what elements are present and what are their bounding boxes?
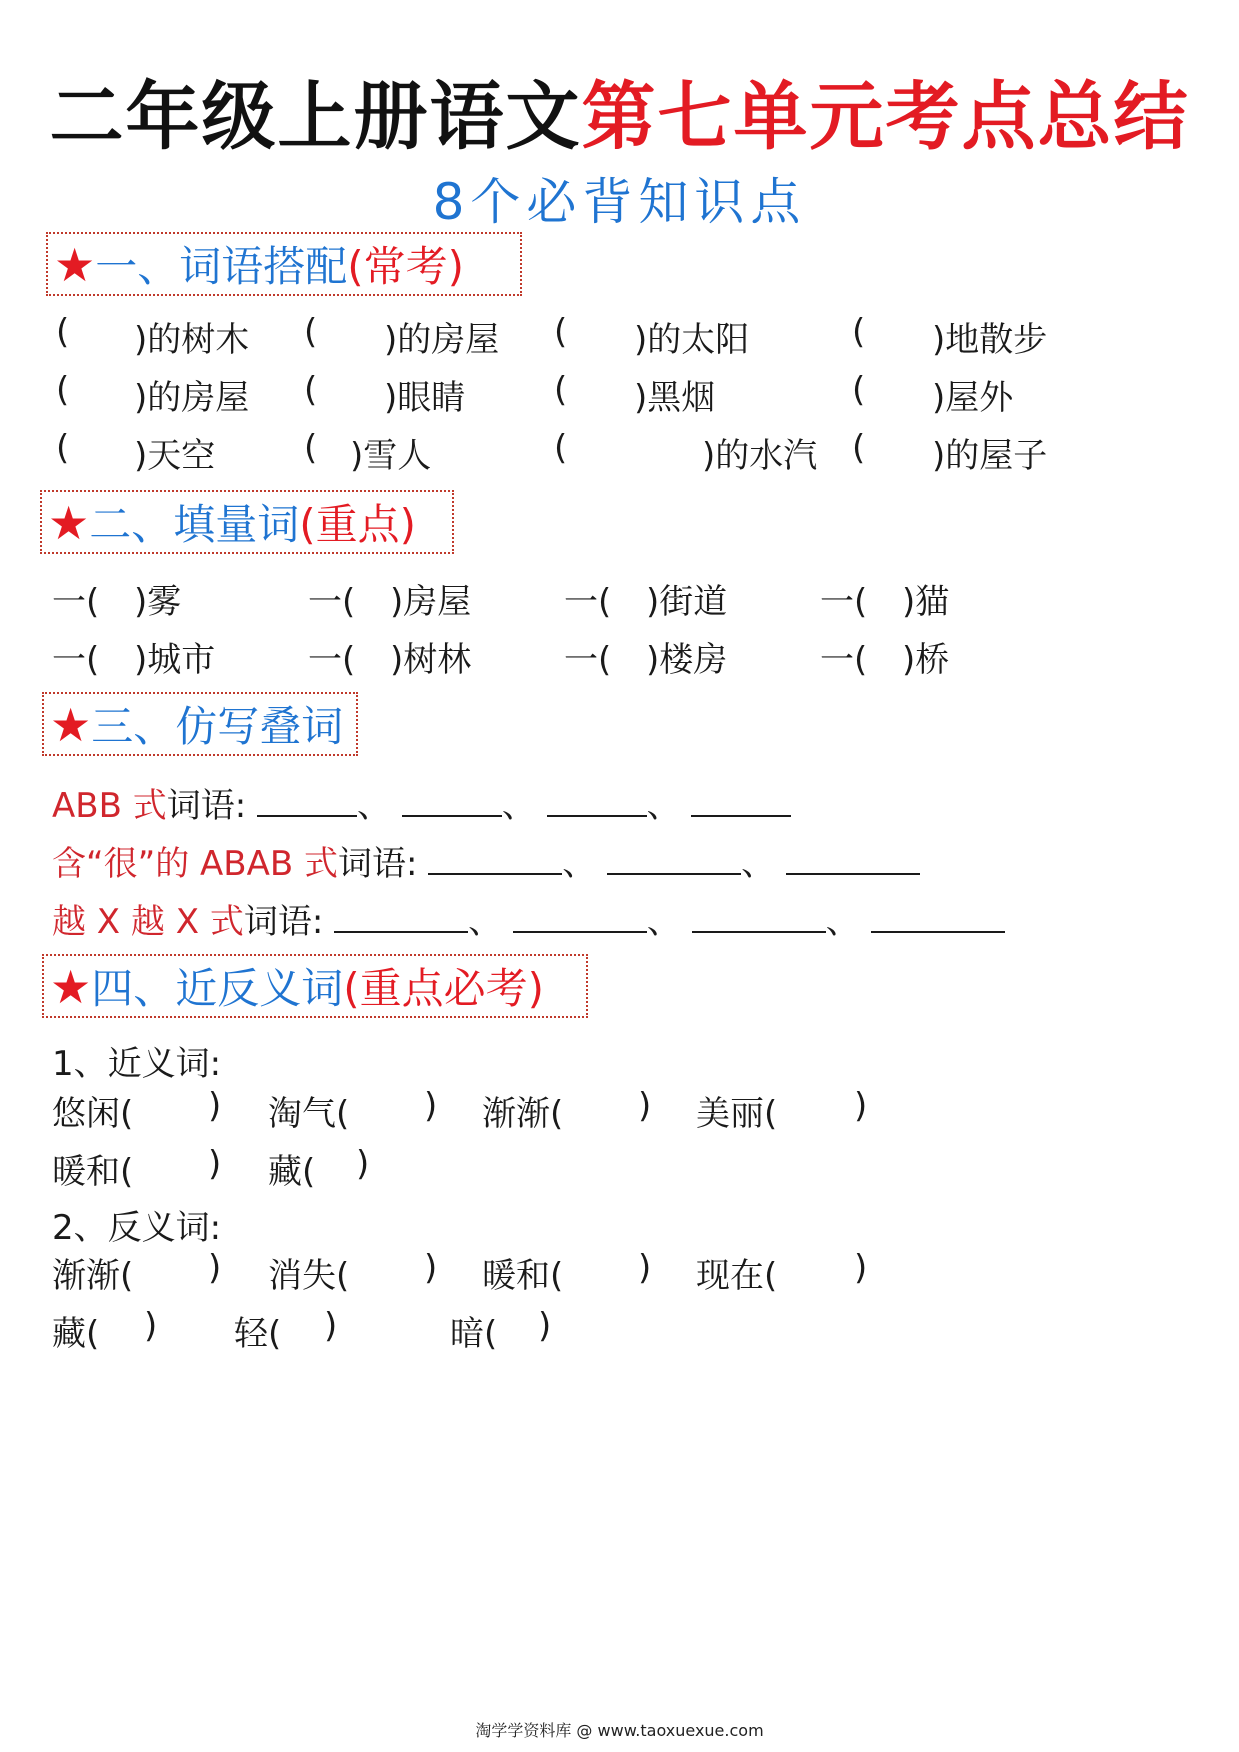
answer-blank[interactable] [428, 847, 562, 875]
section-3-header [42, 692, 358, 756]
list-item: 暖和( [482, 1256, 564, 1296]
list-item: ) [144, 1306, 158, 1346]
list-item: )屋外 [932, 378, 1014, 418]
list-item: ) [538, 1306, 552, 1346]
list-item: 藏( [268, 1152, 316, 1192]
list-item: ) [424, 1086, 438, 1126]
list-item: )的太阳 [634, 320, 750, 360]
list-item: ) [424, 1248, 438, 1288]
star-icon: ★ [50, 960, 92, 1014]
list-item: ( [852, 428, 866, 468]
title-red-part: 第七单元考点总结 [581, 74, 1190, 160]
list-item: ) [208, 1144, 222, 1184]
list-item: 一( [52, 640, 100, 680]
title-black-part: 二年级上册语文 [49, 74, 582, 160]
section-4-title: 四、近反义词 [91, 964, 344, 1013]
list-item: 藏( [52, 1314, 100, 1354]
list-item: )雾 [134, 582, 182, 622]
star-icon: ★ [54, 238, 96, 292]
list-item: )街道 [646, 582, 728, 622]
section-2-title: 二、填量词 [89, 500, 300, 549]
section-1-header [46, 232, 522, 296]
list-item: ) [854, 1248, 868, 1288]
section-1-tag: (常考) [347, 242, 465, 291]
section-3-title: 三、仿写叠词 [91, 702, 344, 751]
list-item: )楼房 [646, 640, 728, 680]
list-item: ) [208, 1086, 222, 1126]
star-icon: ★ [50, 698, 92, 752]
list-item: ) [638, 1086, 652, 1126]
list-item: ) [324, 1306, 338, 1346]
list-item: )的房屋 [384, 320, 500, 360]
list-item: )猫 [902, 582, 950, 622]
antonyms-heading: 2、反义词: [52, 1208, 222, 1248]
list-item: ( [554, 312, 568, 352]
list-item: )的树木 [134, 320, 250, 360]
answer-blank[interactable] [257, 789, 357, 817]
page-title [0, 58, 1239, 164]
abab-row: 含“很”的 ABAB 式词语: 、 、 [52, 836, 920, 885]
list-item: )房屋 [390, 582, 472, 622]
list-item: 一( [308, 640, 356, 680]
list-item: ( [852, 370, 866, 410]
list-item: ( [304, 428, 318, 468]
list-item: )的屋子 [932, 436, 1048, 476]
list-item: 渐渐( [482, 1094, 564, 1134]
list-item: 淘气( [268, 1094, 350, 1134]
answer-blank[interactable] [691, 789, 791, 817]
list-item: )树林 [390, 640, 472, 680]
list-item: ( [56, 370, 70, 410]
list-item: 暗( [450, 1314, 498, 1354]
list-item: )地散步 [932, 320, 1048, 360]
answer-blank[interactable] [786, 847, 920, 875]
list-item: 一( [820, 640, 868, 680]
list-item: 一( [564, 582, 612, 622]
list-item: )城市 [134, 640, 216, 680]
list-item: 渐渐( [52, 1256, 134, 1296]
list-item: 一( [564, 640, 612, 680]
synonyms-heading: 1、近义词: [52, 1044, 222, 1084]
list-item: ) [638, 1248, 652, 1288]
answer-blank[interactable] [334, 905, 468, 933]
yue-row: 越 X 越 X 式词语: 、 、 、 [52, 894, 1005, 943]
list-item: ) [854, 1086, 868, 1126]
list-item: ) [356, 1144, 370, 1184]
list-item: )的水汽 [702, 436, 818, 476]
list-item: 暖和( [52, 1152, 134, 1192]
section-4-header [42, 954, 588, 1018]
list-item: )的房屋 [134, 378, 250, 418]
page-subtitle: 8个必背知识点 [432, 173, 807, 231]
list-item: 消失( [268, 1256, 350, 1296]
star-icon: ★ [48, 496, 90, 550]
answer-blank[interactable] [871, 905, 1005, 933]
list-item: 一( [820, 582, 868, 622]
list-item: 一( [52, 582, 100, 622]
list-item: )眼睛 [384, 378, 466, 418]
answer-blank[interactable] [547, 789, 647, 817]
list-item: ( [554, 370, 568, 410]
list-item: ( [554, 428, 568, 468]
footer-watermark: 淘学学资料库 @ www.taoxuexue.com [475, 1721, 764, 1740]
list-item: ( [56, 428, 70, 468]
section-2-header [40, 490, 454, 554]
answer-blank[interactable] [607, 847, 741, 875]
answer-blank[interactable] [513, 905, 647, 933]
section-4-tag: (重点必考) [343, 964, 545, 1013]
list-item: 美丽( [696, 1094, 778, 1134]
list-item: )雪人 [350, 436, 432, 476]
list-item: )天空 [134, 436, 216, 476]
answer-blank[interactable] [692, 905, 826, 933]
answer-blank[interactable] [402, 789, 502, 817]
section-2-tag: (重点) [299, 500, 417, 549]
abb-row: ABB 式词语: 、 、 、 [52, 778, 791, 827]
list-item: )黑烟 [634, 378, 716, 418]
list-item: ( [304, 370, 318, 410]
list-item: 轻( [234, 1314, 282, 1354]
list-item: ) [208, 1248, 222, 1288]
list-item: ( [56, 312, 70, 352]
list-item: 一( [308, 582, 356, 622]
list-item: 现在( [696, 1256, 778, 1296]
list-item: 悠闲( [52, 1094, 134, 1134]
list-item: )桥 [902, 640, 950, 680]
section-1-title: 一、词语搭配 [95, 242, 348, 291]
list-item: ( [304, 312, 318, 352]
list-item: ( [852, 312, 866, 352]
